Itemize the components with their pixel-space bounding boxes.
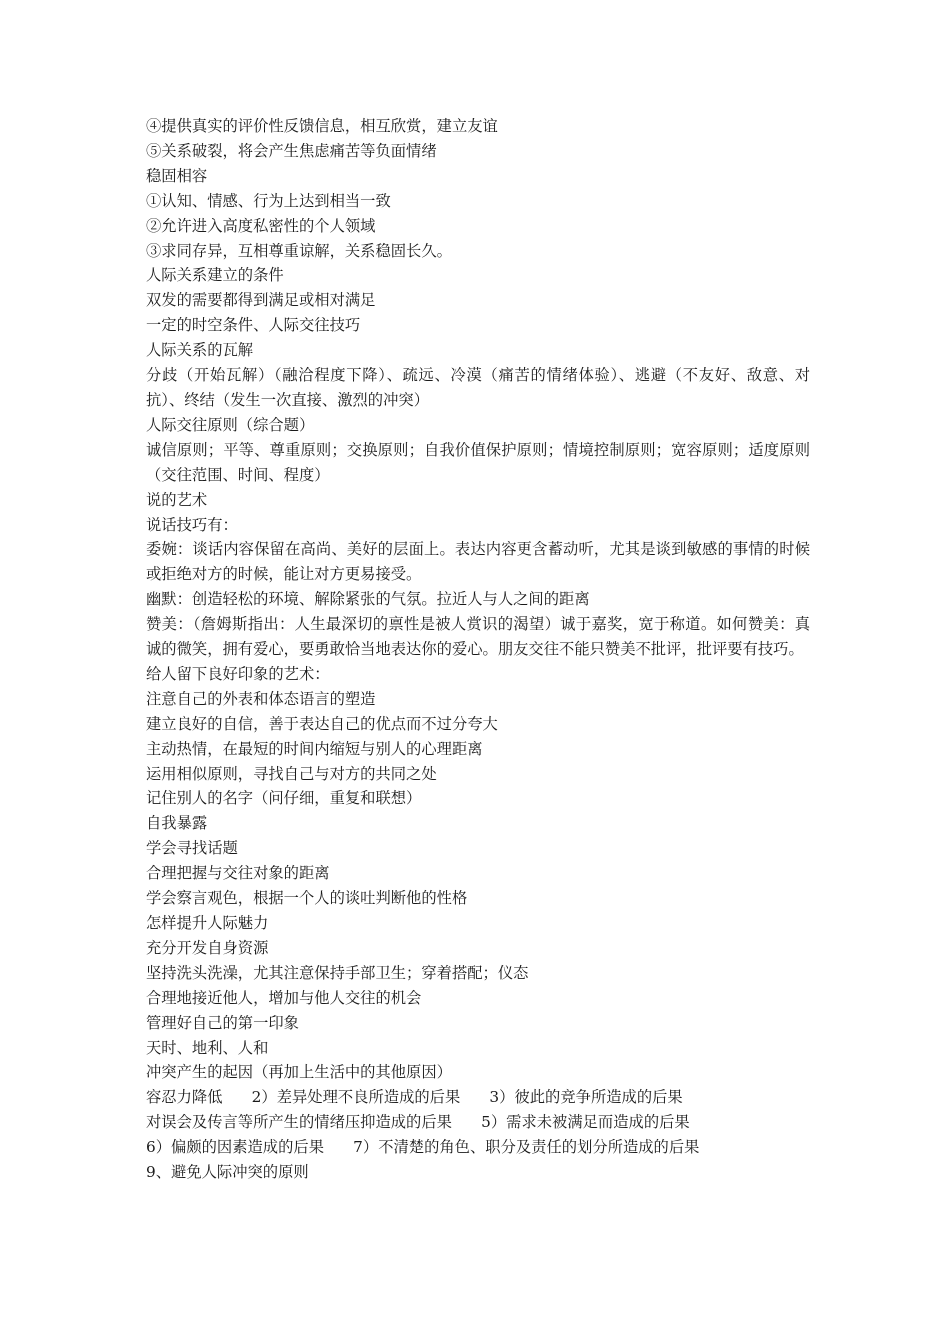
section-heading: 9、避免人际冲突的原则 — [146, 1163, 309, 1182]
text-line: 对误会及传言等所产生的情绪压抑造成的后果 5）需求未被满足而造成的后果 — [146, 1113, 690, 1132]
text-line: 坚持洗头洗澡，尤其注意保持手部卫生；穿着搭配；仪态 — [146, 963, 529, 982]
text-line: 充分开发自身资源 — [146, 938, 269, 957]
text-line: 运用相似原则，寻找自己与对方的共同之处 — [146, 764, 437, 783]
text-line: 幽默：创造轻松的环境、解除紧张的气氛。拉近人与人之间的距离 — [146, 590, 590, 609]
text-line: 记住别人的名字（问仔细，重复和联想） — [146, 789, 422, 808]
text-line: ②允许进入高度私密性的个人领域 — [146, 216, 376, 235]
text-line: 容忍力降低 2）差异处理不良所造成的后果 3）彼此的竞争所造成的后果 — [146, 1088, 683, 1107]
section-heading: 怎样提升人际魅力 — [146, 914, 269, 932]
text-line: ③求同存异，互相尊重谅解，关系稳固长久。 — [146, 241, 452, 260]
text-paragraph: 赞美：（詹姆斯指出：人生最深切的禀性是被人赏识的渴望）诚于嘉奖，宽于称道。如何赞美：真诚的微笑，拥有爱心，要勇敢恰当地表达你的爱心。朋友交往不能只赞美不批评，批评要有技巧。 — [146, 615, 810, 659]
section-heading: 稳固相容 — [146, 166, 208, 185]
text-line: 管理好自己的第一印象 — [146, 1013, 299, 1032]
text-line: ⑤关系破裂，将会产生焦虑痛苦等负面情绪 — [146, 141, 437, 160]
text-line: 建立良好的自信，善于表达自己的优点而不过分夸大 — [146, 714, 498, 733]
text-line: 一定的时空条件、人际交往技巧 — [146, 316, 361, 335]
section-heading: 冲突产生的起因（再加上生活中的其他原因） — [146, 1063, 452, 1082]
text-line: 主动热情，在最短的时间内缩短与别人的心理距离 — [146, 739, 483, 758]
text-line: 天时、地利、人和 — [146, 1038, 269, 1057]
text-line: ①认知、情感、行为上达到相当一致 — [146, 191, 391, 210]
text-paragraph: 分歧（开始瓦解）（融洽程度下降）、疏远、冷漠（痛苦的情绪体验）、逃避（不友好、敌意、对抗）、终结（发生一次直接、激烈的冲突） — [146, 366, 810, 409]
text-line: 合理把握与交往对象的距离 — [146, 864, 330, 883]
text-line: 双发的需要都得到满足或相对满足 — [146, 291, 376, 310]
text-line: 说话技巧有： — [146, 515, 238, 534]
section-heading: 人际关系建立的条件 — [146, 266, 284, 285]
text-line: 合理地接近他人，增加与他人交往的机会 — [146, 988, 422, 1007]
text-line: 自我暴露 — [146, 814, 208, 833]
text-line: 注意自己的外表和体态语言的塑造 — [146, 689, 376, 708]
text-line: 学会寻找话题 — [146, 839, 238, 858]
text-line: 6）偏颇的因素造成的后果 7）不清楚的角色、职分及责任的划分所造成的后果 — [146, 1138, 700, 1157]
text-paragraph: 诚信原则；平等、尊重原则；交换原则；自我价值保护原则；情境控制原则；宽容原则；适度原则（交往范围、时间、程度） — [146, 440, 810, 484]
section-heading: 人际交往原则（综合题） — [146, 415, 315, 434]
section-heading: 给人留下良好印象的艺术： — [146, 664, 330, 683]
section-heading: 人际关系的瓦解 — [146, 341, 254, 360]
document-body — [146, 114, 810, 1185]
text-paragraph: 委婉：谈话内容保留在高尚、美好的层面上。表达内容更含蓄动听，尤其是谈到敏感的事情的时候或拒绝对方的时候，能让对方更易接受。 — [146, 540, 810, 584]
section-heading: 说的艺术 — [146, 490, 208, 509]
text-line: ④提供真实的评价性反馈信息，相互欣赏，建立友谊 — [146, 117, 498, 135]
text-line: 学会察言观色，根据一个人的谈吐判断他的性格 — [146, 889, 468, 908]
